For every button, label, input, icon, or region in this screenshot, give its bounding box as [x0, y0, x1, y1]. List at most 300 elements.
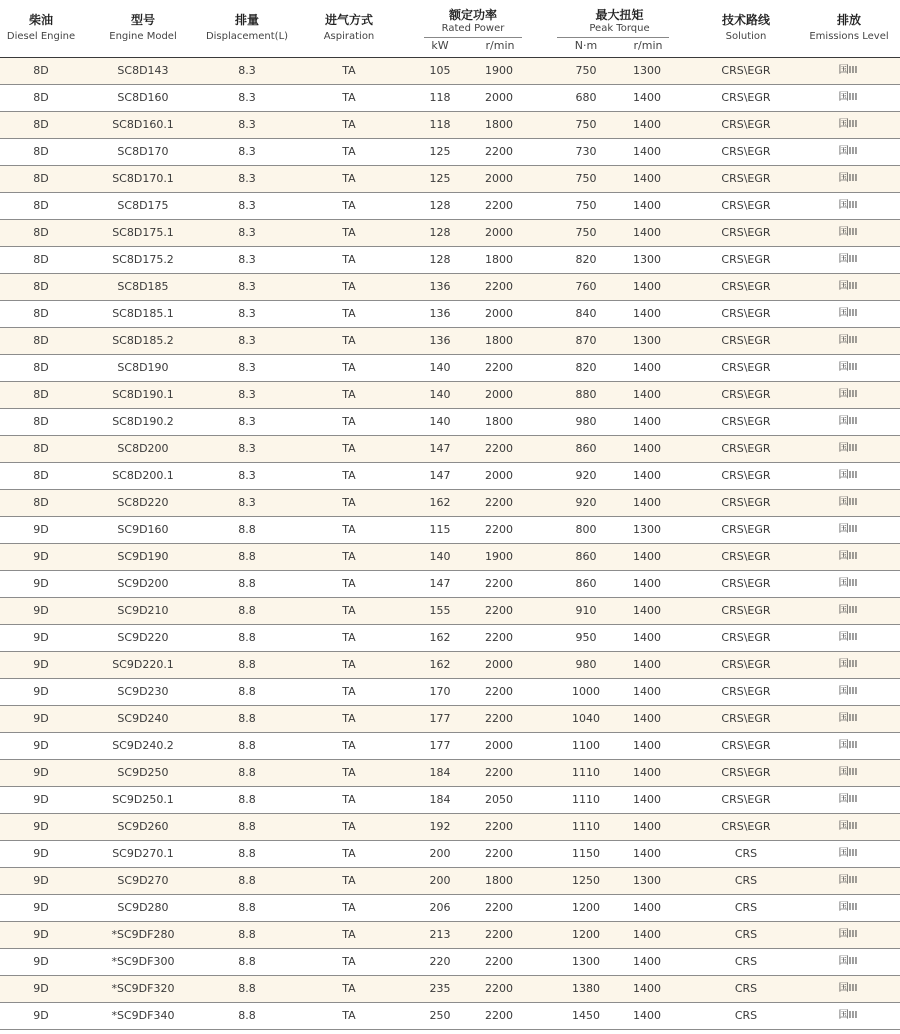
- aspiration-cell: TA: [342, 388, 356, 401]
- series-cell: 8D: [33, 64, 49, 77]
- power-kw-cell: 206: [429, 901, 451, 914]
- emissions-cell: 国III: [838, 497, 858, 508]
- solution-cell: CRS\EGR: [721, 712, 771, 725]
- torque-nm-cell: 840: [575, 307, 597, 320]
- displacement-cell: 8.3: [238, 64, 256, 77]
- power-kw-cell: 115: [429, 523, 451, 536]
- table-row: [0, 436, 900, 463]
- power-rpm-cell: 2000: [485, 739, 513, 752]
- power-kw-cell: 140: [429, 361, 451, 374]
- torque-rpm-cell: 1400: [633, 820, 661, 833]
- series-cell: 9D: [33, 1009, 49, 1022]
- displacement-cell: 8.3: [238, 496, 256, 509]
- model-cell: SC9D190: [117, 550, 169, 563]
- power-rpm-cell: 2200: [485, 712, 513, 725]
- torque-rpm-cell: 1400: [633, 631, 661, 644]
- model-cell: SC9D260: [117, 820, 169, 833]
- solution-cell: CRS\EGR: [721, 172, 771, 185]
- aspiration-cell: TA: [342, 685, 356, 698]
- aspiration-cell: TA: [342, 955, 356, 968]
- aspiration-cell: TA: [342, 820, 356, 833]
- power-rpm-cell: 1800: [485, 334, 513, 347]
- series-cell: 9D: [33, 604, 49, 617]
- displacement-cell: 8.8: [238, 577, 256, 590]
- emissions-cell: 国III: [838, 254, 858, 265]
- power-rpm-cell: 2000: [485, 388, 513, 401]
- power-rpm-cell: 1800: [485, 253, 513, 266]
- col-power-en: Rated Power: [441, 23, 505, 34]
- power-rpm-cell: 2200: [485, 604, 513, 617]
- col-power-zh: 额定功率: [448, 8, 497, 22]
- power-rpm-cell: 1800: [485, 118, 513, 131]
- solution-cell: CRS\EGR: [721, 145, 771, 158]
- solution-cell: CRS\EGR: [721, 199, 771, 212]
- table-row: [0, 976, 900, 1003]
- solution-cell: CRS\EGR: [721, 523, 771, 536]
- col-aspiration-zh: 进气方式: [324, 13, 373, 27]
- col-header-peak-torque: [563, 0, 676, 57]
- col-solution-zh: 技术路线: [721, 13, 770, 27]
- torque-rpm-cell: 1400: [633, 901, 661, 914]
- col-header-series: [0, 0, 82, 57]
- series-cell: 9D: [33, 577, 49, 590]
- model-cell: SC9D210: [117, 604, 169, 617]
- torque-nm-cell: 750: [575, 226, 597, 239]
- col-series-zh: 柴油: [28, 13, 53, 27]
- emissions-cell: 国III: [838, 578, 858, 589]
- torque-nm-cell: 860: [575, 577, 597, 590]
- displacement-cell: 8.3: [238, 91, 256, 104]
- power-kw-cell: 118: [429, 91, 451, 104]
- power-kw-cell: 170: [429, 685, 451, 698]
- displacement-cell: 8.8: [238, 523, 256, 536]
- aspiration-cell: TA: [342, 631, 356, 644]
- power-rpm-cell: 1900: [485, 64, 513, 77]
- torque-rpm-cell: 1400: [633, 658, 661, 671]
- aspiration-cell: TA: [342, 280, 356, 293]
- power-kw-cell: 136: [429, 280, 451, 293]
- table-row: [0, 571, 900, 598]
- torque-rpm-cell: 1400: [633, 685, 661, 698]
- col-power-unit-kw: kW: [431, 39, 449, 52]
- power-kw-cell: 140: [429, 550, 451, 563]
- power-rpm-cell: 2200: [485, 523, 513, 536]
- power-rpm-cell: 2000: [485, 172, 513, 185]
- torque-rpm-cell: 1400: [633, 955, 661, 968]
- table-row: [0, 409, 900, 436]
- displacement-cell: 8.3: [238, 226, 256, 239]
- aspiration-cell: TA: [342, 226, 356, 239]
- emissions-cell: 国III: [838, 605, 858, 616]
- power-rpm-cell: 2000: [485, 469, 513, 482]
- torque-rpm-cell: 1400: [633, 1009, 661, 1022]
- power-kw-cell: 200: [429, 874, 451, 887]
- model-cell: *SC9DF320: [111, 982, 175, 995]
- solution-cell: CRS\EGR: [721, 469, 771, 482]
- model-cell: SC8D190: [117, 361, 169, 374]
- displacement-cell: 8.8: [238, 631, 256, 644]
- torque-rpm-cell: 1300: [633, 64, 661, 77]
- table-row: [0, 841, 900, 868]
- power-kw-cell: 128: [429, 199, 451, 212]
- table-row: [0, 733, 900, 760]
- emissions-cell: 国III: [838, 65, 858, 76]
- displacement-cell: 8.8: [238, 955, 256, 968]
- power-rpm-cell: 2200: [485, 199, 513, 212]
- torque-nm-cell: 820: [575, 361, 597, 374]
- table-row: [0, 787, 900, 814]
- displacement-cell: 8.3: [238, 280, 256, 293]
- emissions-cell: 国III: [838, 200, 858, 211]
- power-kw-cell: 213: [429, 928, 451, 941]
- model-cell: SC8D185: [117, 280, 169, 293]
- table-row: [0, 220, 900, 247]
- emissions-cell: 国III: [838, 227, 858, 238]
- displacement-cell: 8.8: [238, 712, 256, 725]
- torque-rpm-cell: 1400: [633, 415, 661, 428]
- displacement-cell: 8.8: [238, 766, 256, 779]
- aspiration-cell: TA: [342, 307, 356, 320]
- table-row: [0, 895, 900, 922]
- emissions-cell: 国III: [838, 875, 858, 886]
- emissions-cell: 国III: [838, 983, 858, 994]
- displacement-cell: 8.8: [238, 658, 256, 671]
- emissions-cell: 国III: [838, 308, 858, 319]
- series-cell: 9D: [33, 550, 49, 563]
- displacement-cell: 8.8: [238, 739, 256, 752]
- solution-cell: CRS\EGR: [721, 793, 771, 806]
- series-cell: 8D: [33, 253, 49, 266]
- torque-nm-cell: 760: [575, 280, 597, 293]
- emissions-cell: 国III: [838, 92, 858, 103]
- power-rpm-cell: 2000: [485, 658, 513, 671]
- torque-rpm-cell: 1400: [633, 604, 661, 617]
- emissions-cell: 国III: [838, 551, 858, 562]
- displacement-cell: 8.8: [238, 1009, 256, 1022]
- table-row: [0, 193, 900, 220]
- aspiration-cell: TA: [342, 64, 356, 77]
- torque-rpm-cell: 1400: [633, 982, 661, 995]
- emissions-cell: 国III: [838, 173, 858, 184]
- model-cell: SC8D200.1: [112, 469, 174, 482]
- col-displacement-zh: 排量: [234, 13, 259, 27]
- aspiration-cell: TA: [342, 874, 356, 887]
- model-cell: SC8D185.1: [112, 307, 174, 320]
- table-row: [0, 598, 900, 625]
- solution-cell: CRS: [734, 928, 758, 941]
- torque-nm-cell: 750: [575, 199, 597, 212]
- power-kw-cell: 125: [429, 145, 451, 158]
- power-kw-cell: 128: [429, 253, 451, 266]
- solution-cell: CRS\EGR: [721, 550, 771, 563]
- col-power-unit-rpm: r/min: [485, 39, 515, 52]
- torque-nm-cell: 1150: [572, 847, 600, 860]
- model-cell: SC8D175.1: [112, 226, 174, 239]
- emissions-cell: 国III: [838, 470, 858, 481]
- torque-nm-cell: 1110: [572, 820, 600, 833]
- emissions-cell: 国III: [838, 281, 858, 292]
- displacement-cell: 8.3: [238, 334, 256, 347]
- power-kw-cell: 200: [429, 847, 451, 860]
- aspiration-cell: TA: [342, 550, 356, 563]
- torque-nm-cell: 1000: [572, 685, 600, 698]
- aspiration-cell: TA: [342, 415, 356, 428]
- power-rpm-cell: 1800: [485, 415, 513, 428]
- table-row: [0, 463, 900, 490]
- table-header: [0, 0, 900, 58]
- displacement-cell: 8.8: [238, 874, 256, 887]
- series-cell: 9D: [33, 739, 49, 752]
- col-torque-unit-rpm: r/min: [633, 39, 663, 52]
- torque-nm-cell: 1200: [572, 901, 600, 914]
- power-rpm-cell: 2200: [485, 982, 513, 995]
- aspiration-cell: TA: [342, 118, 356, 131]
- torque-rpm-cell: 1400: [633, 172, 661, 185]
- power-rpm-cell: 2200: [485, 361, 513, 374]
- aspiration-cell: TA: [342, 145, 356, 158]
- solution-cell: CRS: [734, 874, 758, 887]
- torque-nm-cell: 980: [575, 658, 597, 671]
- solution-cell: CRS\EGR: [721, 658, 771, 671]
- power-rpm-cell: 2200: [485, 1009, 513, 1022]
- power-kw-cell: 162: [429, 496, 451, 509]
- table-row: [0, 355, 900, 382]
- power-kw-cell: 155: [429, 604, 451, 617]
- col-header-displacement: [196, 0, 298, 57]
- displacement-cell: 8.8: [238, 928, 256, 941]
- torque-rpm-cell: 1400: [633, 118, 661, 131]
- model-cell: *SC9DF280: [111, 928, 175, 941]
- power-kw-cell: 184: [429, 766, 451, 779]
- emissions-cell: 国III: [838, 902, 858, 913]
- torque-rpm-cell: 1400: [633, 442, 661, 455]
- solution-cell: CRS\EGR: [721, 496, 771, 509]
- displacement-cell: 8.8: [238, 901, 256, 914]
- displacement-cell: 8.3: [238, 118, 256, 131]
- emissions-cell: 国III: [838, 686, 858, 697]
- power-rpm-cell: 2200: [485, 820, 513, 833]
- aspiration-cell: TA: [342, 442, 356, 455]
- power-rpm-cell: 2200: [485, 496, 513, 509]
- model-cell: SC9D240.2: [112, 739, 174, 752]
- power-kw-cell: 125: [429, 172, 451, 185]
- series-cell: 9D: [33, 658, 49, 671]
- aspiration-cell: TA: [342, 361, 356, 374]
- emissions-cell: 国III: [838, 1010, 858, 1021]
- table-row: [0, 922, 900, 949]
- series-cell: 8D: [33, 199, 49, 212]
- emissions-cell: 国III: [838, 524, 858, 535]
- series-cell: 8D: [33, 442, 49, 455]
- emissions-cell: 国III: [838, 821, 858, 832]
- aspiration-cell: TA: [342, 793, 356, 806]
- table-row: [0, 382, 900, 409]
- displacement-cell: 8.8: [238, 550, 256, 563]
- solution-cell: CRS\EGR: [721, 91, 771, 104]
- emissions-cell: 国III: [838, 794, 858, 805]
- power-kw-cell: 162: [429, 631, 451, 644]
- displacement-cell: 8.8: [238, 820, 256, 833]
- torque-rpm-cell: 1400: [633, 766, 661, 779]
- power-kw-cell: 235: [429, 982, 451, 995]
- series-cell: 9D: [33, 631, 49, 644]
- torque-nm-cell: 1040: [572, 712, 600, 725]
- model-cell: SC8D190.1: [112, 388, 174, 401]
- solution-cell: CRS\EGR: [721, 415, 771, 428]
- col-torque-en: Peak Torque: [589, 23, 650, 34]
- table-row: [0, 58, 900, 85]
- table-row: [0, 814, 900, 841]
- solution-cell: CRS\EGR: [721, 118, 771, 131]
- torque-nm-cell: 920: [575, 496, 597, 509]
- power-rpm-cell: 2200: [485, 631, 513, 644]
- torque-nm-cell: 1450: [572, 1009, 600, 1022]
- solution-cell: CRS: [734, 955, 758, 968]
- displacement-cell: 8.3: [238, 199, 256, 212]
- series-cell: 8D: [33, 496, 49, 509]
- power-kw-cell: 136: [429, 334, 451, 347]
- displacement-cell: 8.3: [238, 172, 256, 185]
- power-rpm-cell: 2200: [485, 901, 513, 914]
- solution-cell: CRS\EGR: [721, 280, 771, 293]
- model-cell: SC8D175.2: [112, 253, 174, 266]
- model-cell: SC8D190.2: [112, 415, 174, 428]
- series-cell: 8D: [33, 172, 49, 185]
- model-cell: SC8D220: [117, 496, 169, 509]
- emissions-cell: 国III: [838, 929, 858, 940]
- table-row: [0, 544, 900, 571]
- col-aspiration-en: Aspiration: [323, 31, 375, 42]
- torque-nm-cell: 750: [575, 118, 597, 131]
- table-row: [0, 679, 900, 706]
- series-cell: 8D: [33, 145, 49, 158]
- col-torque-unit-nm: N·m: [574, 39, 598, 52]
- emissions-cell: 国III: [838, 416, 858, 427]
- series-cell: 8D: [33, 334, 49, 347]
- series-cell: 8D: [33, 118, 49, 131]
- model-cell: SC8D175: [117, 199, 169, 212]
- torque-rpm-cell: 1400: [633, 496, 661, 509]
- model-cell: SC9D280: [117, 901, 169, 914]
- model-cell: SC9D200: [117, 577, 169, 590]
- table-row: [0, 760, 900, 787]
- series-cell: 9D: [33, 793, 49, 806]
- torque-nm-cell: 980: [575, 415, 597, 428]
- series-cell: 8D: [33, 280, 49, 293]
- torque-rpm-cell: 1300: [633, 523, 661, 536]
- torque-nm-cell: 870: [575, 334, 597, 347]
- series-cell: 9D: [33, 712, 49, 725]
- torque-nm-cell: 750: [575, 172, 597, 185]
- col-displacement-en: Displacement(L): [205, 31, 289, 42]
- torque-rpm-cell: 1400: [633, 199, 661, 212]
- displacement-cell: 8.3: [238, 415, 256, 428]
- torque-rpm-cell: 1300: [633, 334, 661, 347]
- aspiration-cell: TA: [342, 1009, 356, 1022]
- model-cell: SC8D170: [117, 145, 169, 158]
- emissions-cell: 国III: [838, 119, 858, 130]
- aspiration-cell: TA: [342, 199, 356, 212]
- series-cell: 9D: [33, 982, 49, 995]
- model-cell: SC9D160: [117, 523, 169, 536]
- solution-cell: CRS\EGR: [721, 307, 771, 320]
- col-model-en: Engine Model: [109, 31, 177, 42]
- torque-nm-cell: 1110: [572, 766, 600, 779]
- power-kw-cell: 177: [429, 739, 451, 752]
- power-rpm-cell: 2200: [485, 442, 513, 455]
- emissions-cell: 国III: [838, 335, 858, 346]
- power-rpm-cell: 2000: [485, 307, 513, 320]
- torque-rpm-cell: 1300: [633, 874, 661, 887]
- col-header-emissions: [804, 0, 894, 57]
- aspiration-cell: TA: [342, 577, 356, 590]
- displacement-cell: 8.3: [238, 145, 256, 158]
- col-solution-en: Solution: [725, 31, 767, 42]
- solution-cell: CRS\EGR: [721, 739, 771, 752]
- aspiration-cell: TA: [342, 901, 356, 914]
- model-cell: SC8D143: [117, 64, 169, 77]
- aspiration-cell: TA: [342, 766, 356, 779]
- col-header-aspiration: [290, 0, 408, 57]
- model-cell: SC9D270.1: [112, 847, 174, 860]
- power-rpm-cell: 2200: [485, 145, 513, 158]
- power-rpm-cell: 2200: [485, 685, 513, 698]
- displacement-cell: 8.8: [238, 793, 256, 806]
- model-cell: SC9D270: [117, 874, 169, 887]
- series-cell: 9D: [33, 820, 49, 833]
- col-series-en: Diesel Engine: [6, 31, 76, 42]
- solution-cell: CRS\EGR: [721, 685, 771, 698]
- power-rpm-cell: 2200: [485, 577, 513, 590]
- table-row: [0, 328, 900, 355]
- torque-rpm-cell: 1400: [633, 469, 661, 482]
- solution-cell: CRS: [734, 982, 758, 995]
- power-kw-cell: 105: [429, 64, 451, 77]
- model-cell: SC8D185.2: [112, 334, 174, 347]
- torque-nm-cell: 880: [575, 388, 597, 401]
- series-cell: 9D: [33, 901, 49, 914]
- power-rpm-cell: 1900: [485, 550, 513, 563]
- series-cell: 9D: [33, 955, 49, 968]
- displacement-cell: 8.3: [238, 442, 256, 455]
- col-model-zh: 型号: [130, 13, 155, 27]
- power-kw-cell: 250: [429, 1009, 451, 1022]
- power-rpm-cell: 2000: [485, 226, 513, 239]
- torque-rpm-cell: 1400: [633, 577, 661, 590]
- solution-cell: CRS\EGR: [721, 388, 771, 401]
- aspiration-cell: TA: [342, 334, 356, 347]
- power-rpm-cell: 2200: [485, 847, 513, 860]
- emissions-cell: 国III: [838, 659, 858, 670]
- power-rpm-cell: 1800: [485, 874, 513, 887]
- table-body: [0, 58, 900, 1030]
- torque-rpm-cell: 1400: [633, 226, 661, 239]
- aspiration-cell: TA: [342, 928, 356, 941]
- aspiration-cell: TA: [342, 496, 356, 509]
- solution-cell: CRS\EGR: [721, 226, 771, 239]
- series-cell: 8D: [33, 226, 49, 239]
- torque-rpm-cell: 1400: [633, 847, 661, 860]
- power-kw-cell: 118: [429, 118, 451, 131]
- aspiration-cell: TA: [342, 91, 356, 104]
- model-cell: SC9D240: [117, 712, 169, 725]
- emissions-cell: 国III: [838, 443, 858, 454]
- table-row: [0, 868, 900, 895]
- aspiration-cell: TA: [342, 604, 356, 617]
- solution-cell: CRS: [734, 1009, 758, 1022]
- displacement-cell: 8.3: [238, 253, 256, 266]
- table-row: [0, 706, 900, 733]
